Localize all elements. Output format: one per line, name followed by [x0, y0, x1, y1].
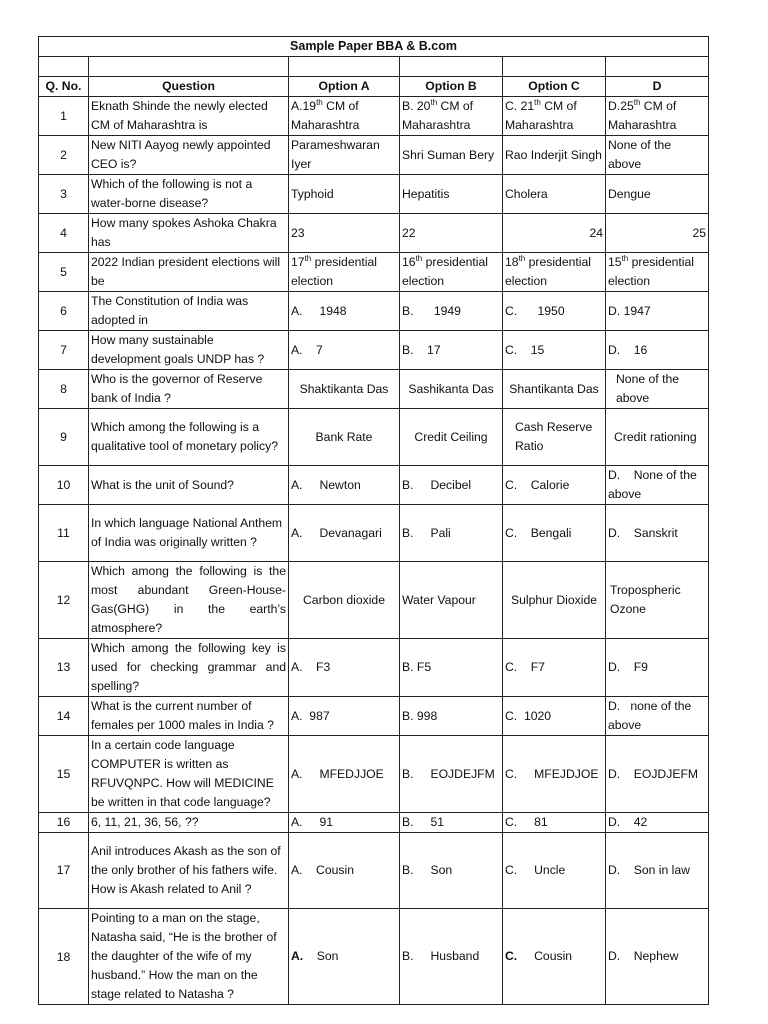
option-a: Typhoid — [289, 175, 400, 214]
question-number: 13 — [39, 639, 89, 697]
question-number: 14 — [39, 697, 89, 736]
question-text: What is the current number of females per 1000 males in India ? — [89, 697, 289, 736]
paper-title: Sample Paper BBA & B.com — [39, 37, 709, 57]
question-row — [39, 736, 709, 813]
question-number: 5 — [39, 253, 89, 292]
question-row — [39, 175, 709, 214]
question-row — [39, 331, 709, 370]
option-a: A. F3 — [289, 639, 400, 697]
option-c: C. 21th CM of Maharashtra — [503, 97, 606, 136]
question-number: 4 — [39, 214, 89, 253]
spacer-row — [39, 57, 709, 77]
option-b: B. EOJDEJFM — [400, 736, 503, 813]
question-row — [39, 562, 709, 639]
option-d: Dengue — [606, 175, 709, 214]
option-a: Parameshwaran Iyer — [289, 136, 400, 175]
option-b: Sashikanta Das — [400, 370, 503, 409]
option-a: A. 987 — [289, 697, 400, 736]
option-a: 23 — [289, 214, 400, 253]
question-number: 12 — [39, 562, 89, 639]
option-b: B. Pali — [400, 505, 503, 562]
question-text: What is the unit of Sound? — [89, 466, 289, 505]
question-text: How many spokes Ashoka Chakra has — [89, 214, 289, 253]
question-text: How many sustainable development goals UNDP has ? — [89, 331, 289, 370]
option-a: Carbon dioxide — [289, 562, 400, 639]
option-c: Cash Reserve Ratio — [503, 409, 606, 466]
question-number: 7 — [39, 331, 89, 370]
question-text: In which language National Anthem of India was originally written ? — [89, 505, 289, 562]
question-row — [39, 292, 709, 331]
question-text: Which among the following key is used for checking grammar and spelling? — [89, 639, 289, 697]
option-a: A. Devanagari — [289, 505, 400, 562]
question-text: Pointing to a man on the stage, Natasha said, “He is the brother of the daughter of the wife of my husband.” How the man on the stage related to Natasha ? — [89, 909, 289, 1005]
option-c: C. MFEJDJOE — [503, 736, 606, 813]
option-d: D. Son in law — [606, 833, 709, 909]
question-number: 1 — [39, 97, 89, 136]
option-c: Sulphur Dioxide — [503, 562, 606, 639]
option-b: 22 — [400, 214, 503, 253]
question-paper-table — [38, 36, 709, 1005]
question-row — [39, 136, 709, 175]
option-d: Credit rationing — [606, 409, 709, 466]
option-c: C. Bengali — [503, 505, 606, 562]
option-d: None of the above — [606, 136, 709, 175]
option-d: D. Sanskrit — [606, 505, 709, 562]
header-option-d: D — [606, 77, 709, 97]
option-d: D. EOJDJEFM — [606, 736, 709, 813]
header-row — [39, 77, 709, 97]
question-text: 6, 11, 21, 36, 56, ?? — [89, 813, 289, 833]
option-d: D. 1947 — [606, 292, 709, 331]
question-text: Eknath Shinde the newly elected CM of Maharashtra is — [89, 97, 289, 136]
question-row — [39, 214, 709, 253]
question-row — [39, 833, 709, 909]
question-row — [39, 370, 709, 409]
option-b: B. 17 — [400, 331, 503, 370]
question-row — [39, 97, 709, 136]
option-c: Rao Inderjit Singh — [503, 136, 606, 175]
question-row — [39, 639, 709, 697]
question-text: New NITI Aayog newly appointed CEO is? — [89, 136, 289, 175]
question-number: 17 — [39, 833, 89, 909]
option-b: B. Decibel — [400, 466, 503, 505]
option-c: 18th presidential election — [503, 253, 606, 292]
question-number: 2 — [39, 136, 89, 175]
header-option-b: Option B — [400, 77, 503, 97]
question-row — [39, 505, 709, 562]
option-b: B. Husband — [400, 909, 503, 1005]
option-c: C. Cousin — [503, 909, 606, 1005]
option-c: C. F7 — [503, 639, 606, 697]
option-b: Water Vapour — [400, 562, 503, 639]
header-question: Question — [89, 77, 289, 97]
question-text: Which of the following is not a water-borne disease? — [89, 175, 289, 214]
option-c: C. 1020 — [503, 697, 606, 736]
question-text: The Constitution of India was adopted in — [89, 292, 289, 331]
question-number: 8 — [39, 370, 89, 409]
option-d: D. 16 — [606, 331, 709, 370]
question-number: 15 — [39, 736, 89, 813]
question-row — [39, 409, 709, 466]
question-number: 16 — [39, 813, 89, 833]
option-a: 17th presidential election — [289, 253, 400, 292]
header-option-c: Option C — [503, 77, 606, 97]
option-a: A. Cousin — [289, 833, 400, 909]
option-b: B. 51 — [400, 813, 503, 833]
option-d: D.25th CM of Maharashtra — [606, 97, 709, 136]
option-a: Bank Rate — [289, 409, 400, 466]
question-text: Which among the following is a qualitative tool of monetary policy? — [89, 409, 289, 466]
option-c: 24 — [503, 214, 606, 253]
question-text: Anil introduces Akash as the son of the only brother of his fathers wife. How is Akash related to Anil ? — [89, 833, 289, 909]
option-b: Shri Suman Bery — [400, 136, 503, 175]
option-c: C. Calorie — [503, 466, 606, 505]
option-a: A. 1948 — [289, 292, 400, 331]
option-a: A. Son — [289, 909, 400, 1005]
question-number: 9 — [39, 409, 89, 466]
question-row — [39, 253, 709, 292]
option-c: C. Uncle — [503, 833, 606, 909]
option-a: A. MFEDJJOE — [289, 736, 400, 813]
option-c: C. 15 — [503, 331, 606, 370]
question-text: In a certain code language COMPUTER is written as RFUVQNPC. How will MEDICINE be written in that code language? — [89, 736, 289, 813]
option-d: D. none of the above — [606, 697, 709, 736]
option-b: B. 20th CM of Maharashtra — [400, 97, 503, 136]
option-d: D. None of the above — [606, 466, 709, 505]
option-c: C. 81 — [503, 813, 606, 833]
option-b: Credit Ceiling — [400, 409, 503, 466]
question-number: 18 — [39, 909, 89, 1005]
option-d: None of the above — [606, 370, 709, 409]
option-a: A. Newton — [289, 466, 400, 505]
question-row — [39, 466, 709, 505]
question-number: 10 — [39, 466, 89, 505]
question-number: 3 — [39, 175, 89, 214]
option-d: D. Nephew — [606, 909, 709, 1005]
question-row — [39, 909, 709, 1005]
question-text: Who is the governor of Reserve bank of India ? — [89, 370, 289, 409]
option-b: B. Son — [400, 833, 503, 909]
option-c: Shantikanta Das — [503, 370, 606, 409]
option-d: D. 42 — [606, 813, 709, 833]
question-number: 6 — [39, 292, 89, 331]
option-b: B. F5 — [400, 639, 503, 697]
header-qno: Q. No. — [39, 77, 89, 97]
question-text: 2022 Indian president elections will be — [89, 253, 289, 292]
option-b: B. 998 — [400, 697, 503, 736]
option-b: Hepatitis — [400, 175, 503, 214]
option-d: Tropospheric Ozone — [606, 562, 709, 639]
option-b: B. 1949 — [400, 292, 503, 331]
option-a: Shaktikanta Das — [289, 370, 400, 409]
option-c: C. 1950 — [503, 292, 606, 331]
option-b: 16th presidential election — [400, 253, 503, 292]
option-a: A. 7 — [289, 331, 400, 370]
question-text: Which among the following is the most abundant Green-House-Gas(GHG) in the earth’s atmosphere? — [89, 562, 289, 639]
question-row — [39, 697, 709, 736]
option-a: A.19th CM of Maharashtra — [289, 97, 400, 136]
option-a: A. 91 — [289, 813, 400, 833]
question-number: 11 — [39, 505, 89, 562]
header-option-a: Option A — [289, 77, 400, 97]
option-c: Cholera — [503, 175, 606, 214]
option-d: 15th presidential election — [606, 253, 709, 292]
option-d: D. F9 — [606, 639, 709, 697]
option-d: 25 — [606, 214, 709, 253]
question-row — [39, 813, 709, 833]
